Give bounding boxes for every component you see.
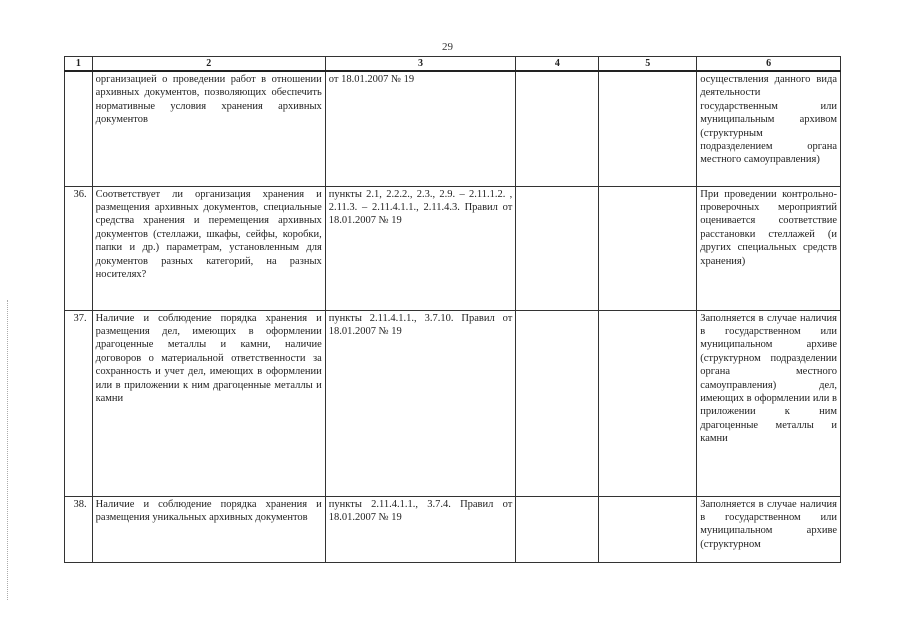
reference-cell: от 18.01.2007 № 19: [325, 71, 516, 186]
table-row: [65, 496, 841, 562]
note-cell: При проведении контрольно-проверочных мероприятий оценивается соответствие расстановки стеллажей (и других специальных средств хранения): [697, 186, 841, 310]
note-cell: Заполняется в случае наличия в государственном или муниципальном архиве (структурном подразделении органа местного самоуправления) дел, имеющих в оформлении или в приложении к ним драгоценные металлы и камни: [697, 310, 841, 496]
reference-cell: пункты 2.1, 2.2.2., 2.3., 2.9. – 2.11.1.2. , 2.11.3. – 2.11.4.1.1., 2.11.4.3. Правил от 18.01.2007 № 19: [325, 186, 516, 310]
col4-cell: [516, 310, 599, 496]
note-cell: осуществления данного вида деятельности государственным или муниципальным архивом (структурным подразделением органа местного самоуправления): [697, 71, 841, 186]
row-number: 37.: [65, 310, 93, 496]
note-cell: Заполняется в случае наличия в государственном или муниципальном архиве (структурном: [697, 496, 841, 562]
header-row: [65, 57, 841, 72]
col4-cell: [516, 71, 599, 186]
header-col-1: 1: [65, 57, 93, 72]
reference-cell: пункты 2.11.4.1.1., 3.7.10. Правил от 18.01.2007 № 19: [325, 310, 516, 496]
page-number: 29: [442, 41, 453, 53]
table-body: [65, 71, 841, 562]
table-row: [65, 310, 841, 496]
row-number: 38.: [65, 496, 93, 562]
checklist-table: [64, 56, 841, 563]
col5-cell: [599, 186, 697, 310]
header-col-5: 5: [599, 57, 697, 72]
reference-cell: пункты 2.11.4.1.1., 3.7.4. Правил от 18.01.2007 № 19: [325, 496, 516, 562]
col5-cell: [599, 310, 697, 496]
requirement-cell: организацией о проведении работ в отношении архивных документов, позволяющих обеспечить нормативные условия хранения архивных документов: [92, 71, 325, 186]
col4-cell: [516, 186, 599, 310]
col5-cell: [599, 496, 697, 562]
header-col-4: 4: [516, 57, 599, 72]
requirement-cell: Соответствует ли организация хранения и размещения архивных документов, специальные средства хранения и перемещения архивных документов (стеллажи, шкафы, сейфы, коробки, папки и др.) параметрам, установленным для документов разных категорий, на разных носителях?: [92, 186, 325, 310]
row-number: 36.: [65, 186, 93, 310]
col5-cell: [599, 71, 697, 186]
table-row: [65, 186, 841, 310]
margin-rule: [7, 300, 8, 600]
header-col-3: 3: [325, 57, 516, 72]
header-col-6: 6: [697, 57, 841, 72]
header-col-2: 2: [92, 57, 325, 72]
row-number: [65, 71, 93, 186]
col4-cell: [516, 496, 599, 562]
requirement-cell: Наличие и соблюдение порядка хранения и размещения уникальных архивных документов: [92, 496, 325, 562]
table-header: [65, 57, 841, 72]
table-row: [65, 71, 841, 186]
requirement-cell: Наличие и соблюдение порядка хранения и размещения дел, имеющих в оформлении драгоценные металлы и камни, наличие договоров о материальной ответственности за сохранность и учет дел, имеющих в оформлении или в приложении к ним драгоценные металлы и камни: [92, 310, 325, 496]
